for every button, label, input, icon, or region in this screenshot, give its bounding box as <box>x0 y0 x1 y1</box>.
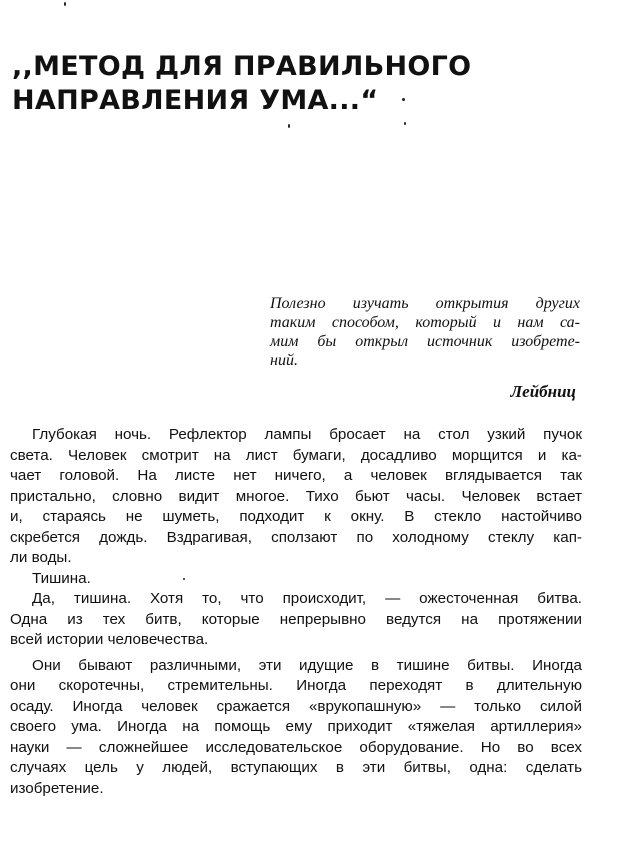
scan-speck <box>64 2 66 6</box>
paragraph-line: всей истории человечества. <box>10 631 209 648</box>
paragraph-line: Одна из тех битв, которые непрерывно ведутся на протяжении <box>10 610 582 628</box>
epigraph-line: ний. <box>270 352 298 369</box>
scan-speck <box>183 578 185 580</box>
paragraph-line: Тишина. <box>32 569 91 587</box>
chapter-title <box>12 50 472 118</box>
chapter-title-line: ,,МЕТОД ДЛЯ ПРАВИЛЬНОГО <box>12 51 472 82</box>
body-text <box>10 425 582 799</box>
scan-speck <box>404 122 406 125</box>
paragraph-line: они скоротечны, стремительны. Иногда переходят в длительную <box>10 677 582 694</box>
paragraph-line: ли воды. <box>10 549 72 566</box>
paragraph-line: и, стараясь не шуметь, подходит к окну. В стекло настойчиво <box>10 508 582 525</box>
paragraph-line: Они бывают различными, эти идущие в тишине битвы. Иногда <box>32 656 582 674</box>
paragraph-line: скребется дождь. Вздрагивая, сползают по холодному стеклу кап- <box>10 528 582 546</box>
epigraph-line: мим бы открыл источник изобрете- <box>270 333 580 350</box>
scan-speck <box>402 98 405 101</box>
epigraph-line: Полезно изучать открытия других <box>270 295 580 312</box>
paragraph-line: изобретение. <box>10 779 104 797</box>
paragraph-line: науки — сложнейшее исследовательское оборудование. Но во всех <box>10 738 582 756</box>
paragraph-line: случаях цель у людей, вступающих в эти битвы, одна: сделать <box>10 759 582 776</box>
paragraph-line: осаду. Иногда человек сражается «врукопашную» — только силой <box>10 697 582 715</box>
paragraph-line: Да, тишина. Хотя то, что происходит, — ожесточенная битва. <box>32 590 582 607</box>
epigraph-author: Лейбниц <box>510 382 576 401</box>
epigraph-line: таким способом, который и нам са- <box>270 314 580 331</box>
scan-speck <box>288 124 290 128</box>
paragraph-line: пристально, словно видит многое. Тихо бьют часы. Человек встает <box>10 487 582 505</box>
paragraph-line: своего ума. Иногда на помощь ему приходит «тяжелая артиллерия» <box>10 718 582 735</box>
paragraph-line: чает головой. На листе нет ничего, а человек вглядывается так <box>10 467 582 484</box>
paragraph-line: света. Человек смотрит на лист бумаги, досадливо морщится и ка- <box>10 446 582 464</box>
paragraph-line: Глубокая ночь. Рефлектор лампы бросает на стол узкий пучок <box>32 426 582 443</box>
epigraph <box>270 294 580 370</box>
chapter-title-line: НАПРАВЛЕНИЯ УМА...“ <box>12 85 379 116</box>
